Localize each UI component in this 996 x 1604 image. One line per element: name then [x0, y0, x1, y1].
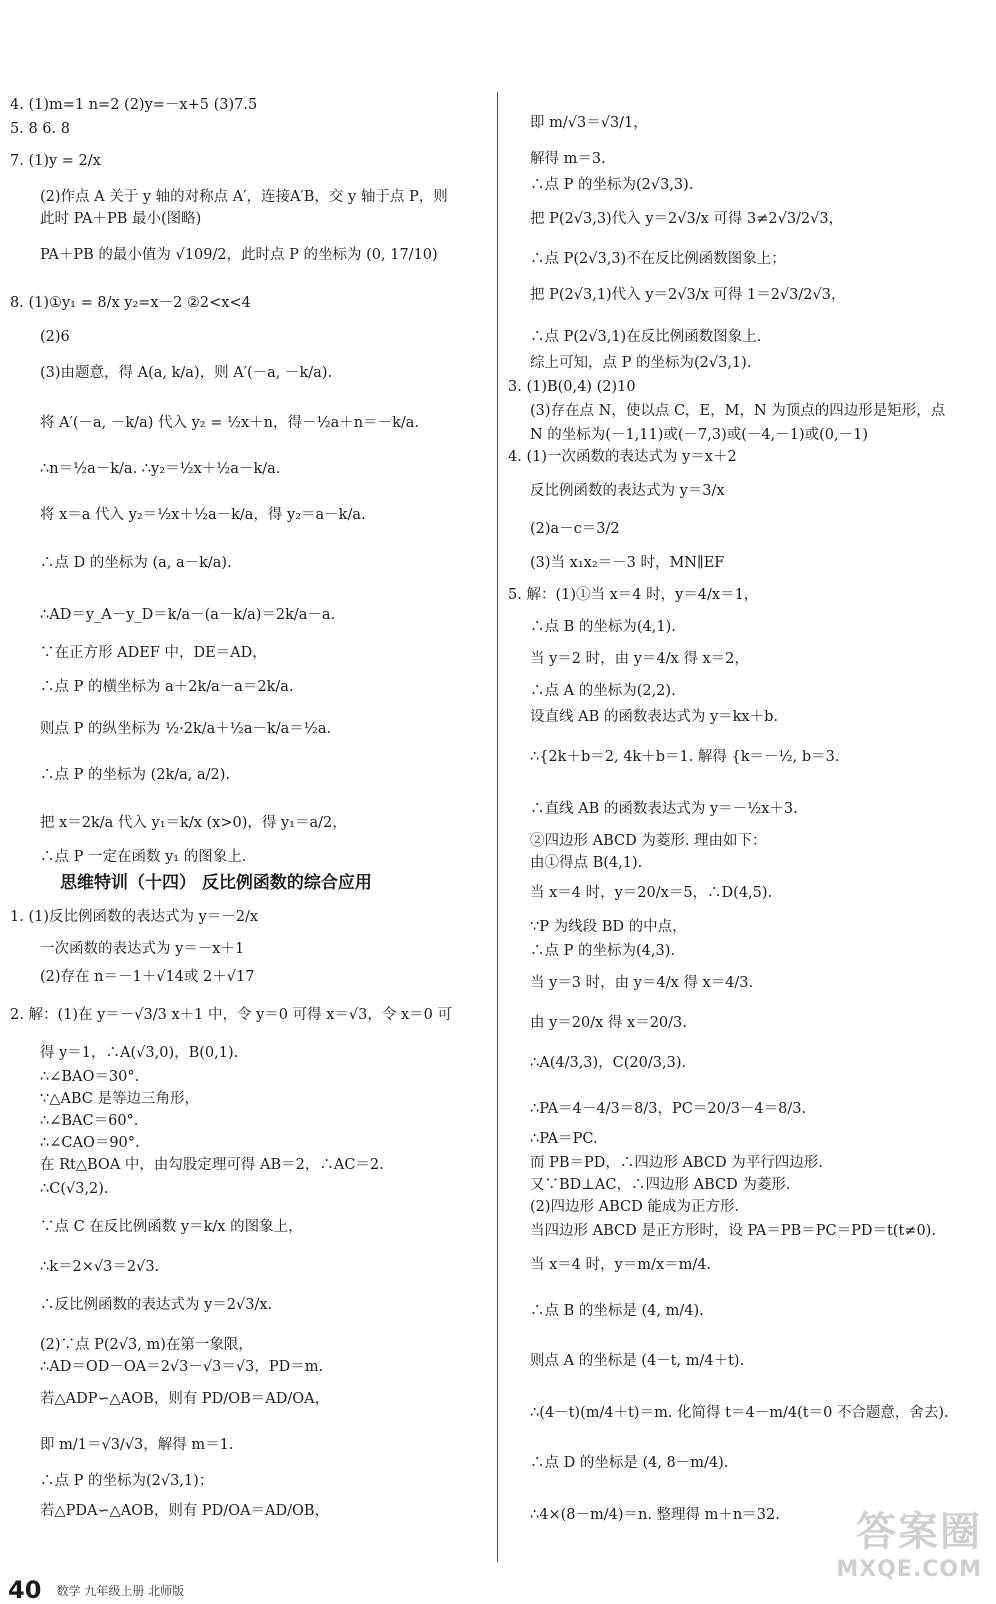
solution-line: (2)存在 n＝－1＋√14或 2＋√17	[40, 969, 255, 985]
solution-line: ∴点 B 的坐标为(4,1).	[530, 619, 676, 635]
solution-line: 即 m/1＝√3/√3，解得 m＝1.	[40, 1437, 234, 1453]
solution-line: 又∵BD⊥AC，∴四边形 ABCD 为菱形.	[530, 1177, 791, 1193]
solution-line: 8. (1)①y₁ = 8/x y₂=x－2 ②2<x<4	[10, 295, 251, 311]
solution-line: ∵在正方形 ADEF 中，DE＝AD，	[40, 645, 267, 661]
solution-line: 将 x＝a 代入 y₂＝½x＋½a－k/a，得 y₂＝a－k/a.	[40, 507, 366, 523]
solution-line: ∵P 为线段 BD 的中点，	[530, 919, 687, 935]
solution-line: ∴点 P 一定在函数 y₁ 的图象上.	[40, 849, 247, 865]
solution-line: 一次函数的表达式为 y＝－x＋1	[40, 941, 245, 957]
watermark-url: MXQE.COM	[836, 1557, 982, 1582]
solution-line: ∴AD＝y_A－y_D＝k/a－(a－k/a)＝2k/a－a.	[40, 607, 336, 623]
solution-line: 5. 解：(1)①当 x＝4 时，y＝4/x＝1，	[508, 587, 759, 603]
solution-line: ∴点 P 的坐标为(4,3).	[530, 943, 675, 959]
solution-line: 当 y＝3 时，由 y＝4/x 得 x＝4/3.	[530, 975, 754, 991]
solution-line: (2)∵点 P(2√3, m)在第一象限，	[40, 1337, 253, 1353]
solution-line: ∴点 B 的坐标是 (4, m/4).	[530, 1303, 704, 1319]
solution-line: ∴AD＝OD－OA＝2√3－√3＝√3，PD＝m.	[40, 1359, 324, 1375]
watermark-logo	[836, 1500, 982, 1582]
solution-line: 此时 PA＋PB 最小(图略)	[40, 211, 202, 227]
solution-line: 当 y＝2 时，由 y＝4/x 得 x＝2，	[530, 651, 749, 667]
solution-line: 在 Rt△BOA 中，由勾股定理可得 AB＝2，∴AC＝2.	[40, 1157, 384, 1173]
solution-line: ∴∠BAO＝30°.	[40, 1069, 140, 1085]
solution-line: ∴A(4/3,3)，C(20/3,3).	[530, 1055, 687, 1071]
solution-line: (3)存在点 N，使以点 C，E，M，N 为顶点的四边形是矩形，点	[530, 403, 946, 419]
solution-line: 由①得点 B(4,1).	[530, 855, 643, 871]
solution-line: (2)四边形 ABCD 能成为正方形.	[530, 1199, 739, 1215]
solution-line: ∴直线 AB 的函数表达式为 y＝－½x＋3.	[530, 801, 798, 817]
watermark-text: 答案圈	[856, 1509, 982, 1555]
solution-line: (3)当 x₁x₂＝－3 时，MN∥EF	[530, 555, 725, 571]
solution-line: ∴(4－t)(m/4＋t)＝m. 化简得 t＝4－m/4(t＝0 不合题意，舍去).	[530, 1405, 949, 1421]
solution-line: 而 PB＝PD，∴四边形 ABCD 为平行四边形.	[530, 1155, 823, 1171]
solution-line: ∴∠BAC＝60°.	[40, 1113, 139, 1129]
solution-line: ∴4×(8－m/4)＝n. 整理得 m＋n＝32.	[530, 1507, 780, 1523]
footer-subject: 数学 九年级上册 北师版	[56, 1583, 185, 1598]
solution-line: 若△PDA∽△AOB，则有 PD/OA＝AD/OB，	[40, 1503, 330, 1519]
solution-line: ∴点 P 的横坐标为 a＋2k/a－a＝2k/a.	[40, 679, 294, 695]
solution-line: 把 P(2√3,1)代入 y＝2√3/x 可得 1＝2√3/2√3，	[530, 287, 846, 303]
solution-line: 3. (1)B(0,4) (2)10	[508, 379, 636, 395]
solution-line: ∵△ABC 是等边三角形，	[40, 1091, 199, 1107]
solution-line: ∴点 P 的坐标为 (2k/a, a/2).	[40, 767, 231, 783]
solution-line: ∴∠CAO＝90°.	[40, 1135, 140, 1151]
solution-line: 则点 A 的坐标是 (4－t, m/4＋t).	[530, 1353, 745, 1369]
solution-line: ∴PA＝4－4/3＝8/3，PC＝20/3－4＝8/3.	[530, 1101, 807, 1117]
solution-line: ∴点 A 的坐标为(2,2).	[530, 683, 676, 699]
solution-line: (2)a－c＝3/2	[530, 521, 620, 537]
solution-line: ∴k＝2×√3＝2√3.	[40, 1259, 160, 1275]
solution-line: (2)6	[40, 329, 70, 345]
solution-line: 4. (1)一次函数的表达式为 y＝x＋2	[508, 449, 737, 465]
solution-line: ∴C(√3,2).	[40, 1181, 109, 1197]
solution-line: 把 x＝2k/a 代入 y₁＝k/x (x>0)，得 y₁＝a/2，	[40, 815, 347, 831]
solution-line: ∵点 C 在反比例函数 y＝k/x 的图象上，	[40, 1219, 303, 1235]
solution-line: 当 x＝4 时，y＝20/x＝5，∴D(4,5).	[530, 885, 773, 901]
solution-line: 2. 解：(1)在 y＝－√3/3 x＋1 中，令 y＝0 可得 x＝√3，令 x＝0 可	[10, 1007, 452, 1023]
solution-line: ∴点 P 的坐标为(2√3,3).	[530, 177, 694, 193]
solution-line: PA＋PB 的最小值为 √109/2，此时点 P 的坐标为 (0, 17/10)	[40, 247, 438, 263]
solution-line: 7. (1)y = 2/x	[10, 153, 101, 169]
section-title: 思维特训（十四） 反比例函数的综合应用	[60, 873, 372, 893]
solution-line: (2)作点 A 关于 y 轴的对称点 A′，连接A′B，交 y 轴于点 P，则	[40, 189, 448, 205]
page-number: 40	[8, 1576, 42, 1604]
solution-line: ∴PA＝PC.	[530, 1131, 598, 1147]
solution-line: ∴点 P(2√3,3)不在反比例函数图象上；	[530, 251, 786, 267]
solution-line: 即 m/√3＝√3/1，	[530, 115, 648, 131]
solution-line: 由 y＝20/x 得 x＝20/3.	[530, 1015, 687, 1031]
solution-line: 若△ADP∽△AOB，则有 PD/OB＝AD/OA，	[40, 1391, 330, 1407]
solution-line: 当 x＝4 时，y＝m/x＝m/4.	[530, 1257, 712, 1273]
solution-line: 综上可知，点 P 的坐标为(2√3,1).	[530, 355, 752, 371]
solution-line: ②四边形 ABCD 为菱形. 理由如下：	[530, 833, 767, 849]
solution-line: N 的坐标为(－1,11)或(－7,3)或(－4,－1)或(0,－1)	[530, 427, 869, 443]
solution-line: 将 A′(－a, －k/a) 代入 y₂ = ½x＋n，得－½a＋n＝－k/a.	[40, 415, 419, 431]
solution-line: (3)由题意，得 A(a, k/a)，则 A′(－a, －k/a).	[40, 365, 333, 381]
solution-line: 1. (1)反比例函数的表达式为 y＝－2/x	[10, 909, 259, 925]
solution-line: 当四边形 ABCD 是正方形时，设 PA＝PB＝PC＝PD＝t(t≠0).	[530, 1223, 936, 1239]
solution-line: 把 P(2√3,3)代入 y＝2√3/x 可得 3≠2√3/2√3，	[530, 211, 844, 227]
solution-line: ∴{2k＋b＝2, 4k＋b＝1. 解得 {k＝－½, b＝3.	[530, 749, 840, 765]
column-divider	[497, 92, 498, 1562]
solution-line: ∴n＝½a－k/a. ∴y₂＝½x＋½a－k/a.	[40, 461, 281, 477]
solution-line: ∴点 D 的坐标是 (4, 8－m/4).	[530, 1455, 729, 1471]
solution-line: 5. 8 6. 8	[10, 121, 70, 137]
solution-line: ∴点 D 的坐标为 (a, a－k/a).	[40, 555, 232, 571]
solution-line: 解得 m＝3.	[530, 151, 606, 167]
solution-line: 则点 P 的纵坐标为 ½·2k/a＋½a－k/a＝½a.	[40, 721, 332, 737]
solution-line: ∴反比例函数的表达式为 y＝2√3/x.	[40, 1297, 273, 1313]
solution-line: 反比例函数的表达式为 y＝3/x	[530, 483, 725, 499]
solution-line: 得 y＝1，∴A(√3,0)，B(0,1).	[40, 1045, 239, 1061]
solution-line: 设直线 AB 的函数表达式为 y＝kx＋b.	[530, 709, 778, 725]
solution-line: ∴点 P(2√3,1)在反比例函数图象上.	[530, 329, 762, 345]
solution-line: ∴点 P 的坐标为(2√3,1)；	[40, 1473, 214, 1489]
solution-line: 4. (1)m=1 n=2 (2)y=－x+5 (3)7.5	[10, 97, 258, 113]
